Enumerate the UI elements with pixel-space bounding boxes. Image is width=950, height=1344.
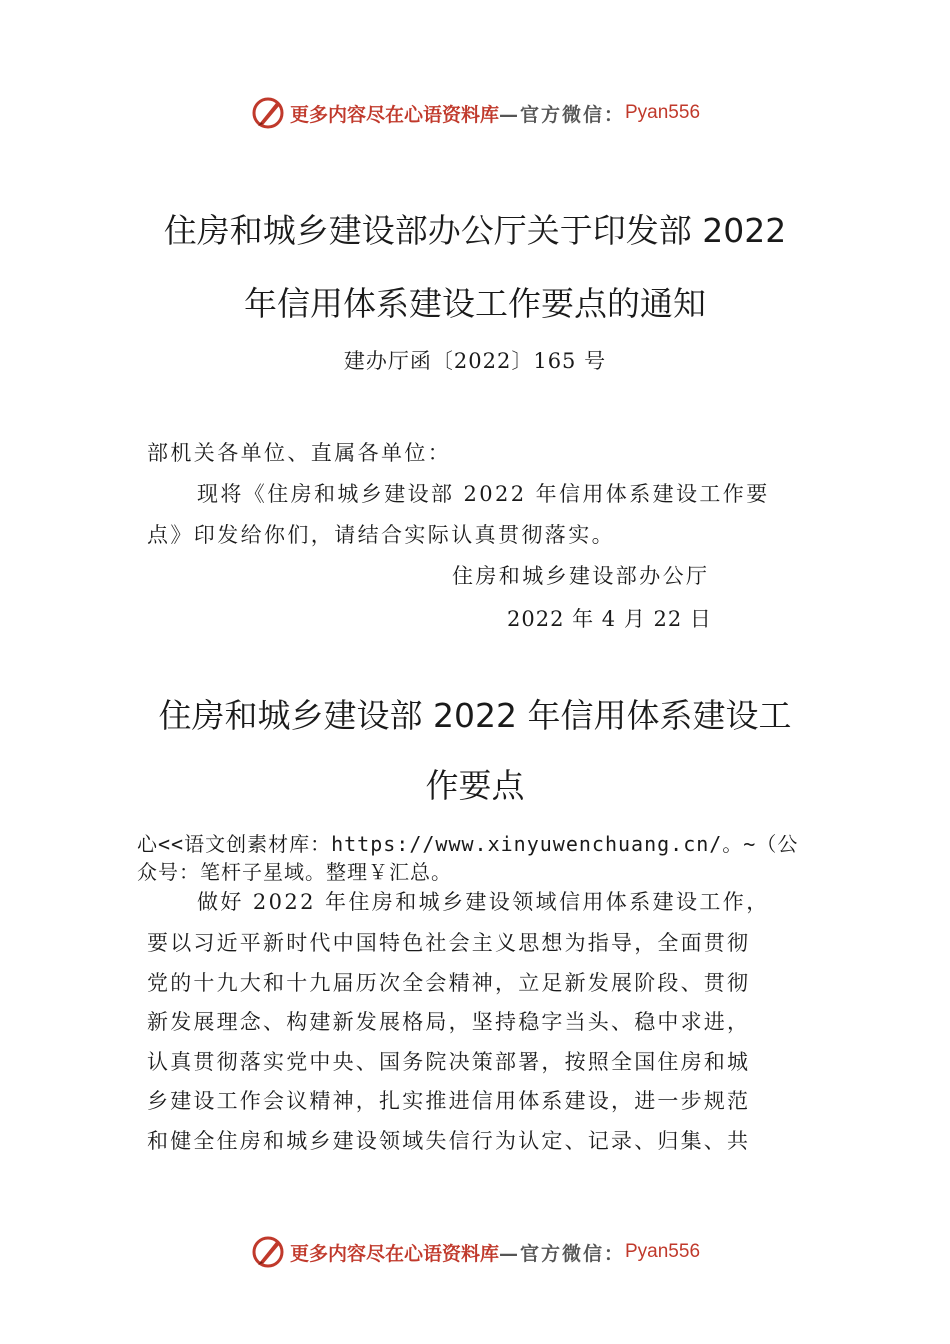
notice-date: 2022 年 4 月 22 日: [507, 607, 712, 631]
source-note-line-1: 心<<语文创素材库：https://www.xinyuwenchuang.cn/。~（公: [137, 832, 799, 856]
source-note-line-2: 众号：笔杆子星域。整理￥汇总。: [137, 860, 452, 884]
signature: 住房和城乡建设部办公厅: [452, 564, 710, 588]
banner-main-text: 更多内容尽在心语资料库: [289, 1242, 499, 1265]
pen-logo-icon: [250, 95, 286, 131]
banner-wechat-id: Pyan556: [625, 1241, 701, 1262]
notice-title-line-2: 年信用体系建设工作要点的通知: [244, 284, 706, 323]
banner-wechat-label: —官方微信：: [498, 1242, 625, 1265]
pen-logo-icon: [250, 1234, 286, 1270]
bottom-banner: [0, 1232, 950, 1272]
body-line: 和健全住房和城乡建设领域失信行为认定、记录、归集、共: [147, 1129, 751, 1153]
banner-main-text: 更多内容尽在心语资料库: [289, 103, 499, 126]
notice-body-line-1: 现将《住房和城乡建设部 2022 年信用体系建设工作要: [197, 482, 770, 506]
body-line: 乡建设工作会议精神，扎实推进信用体系建设，进一步规范: [147, 1089, 751, 1113]
section-title-line-2: 作要点: [425, 766, 525, 805]
body-line: 要以习近平新时代中国特色社会主义思想为指导，全面贯彻: [147, 931, 751, 955]
banner-wechat-id: Pyan556: [625, 102, 701, 123]
notice-title-line-1: 住房和城乡建设部办公厅关于印发部 2022: [163, 211, 787, 250]
banner-wechat-label: —官方微信：: [498, 103, 625, 126]
body-line: 新发展理念、构建新发展格局，坚持稳字当头、稳中求进，: [147, 1010, 751, 1034]
body-line: 认真贯彻落实党中央、国务院决策部署，按照全国住房和城: [147, 1050, 751, 1074]
section-title-line-1: 住房和城乡建设部 2022 年信用体系建设工: [158, 696, 792, 735]
document-number: 建办厅函〔2022〕165 号: [343, 349, 607, 373]
body-line: 党的十九大和十九届历次全会精神，立足新发展阶段、贯彻: [147, 971, 751, 995]
top-banner: [0, 93, 950, 133]
body-line: 做好 2022 年住房和城乡建设领域信用体系建设工作，: [197, 890, 770, 914]
notice-body-line-2: 点》印发给你们，请结合实际认真贯彻落实。: [147, 523, 615, 547]
salutation: 部机关各单位、直属各单位：: [147, 441, 452, 465]
